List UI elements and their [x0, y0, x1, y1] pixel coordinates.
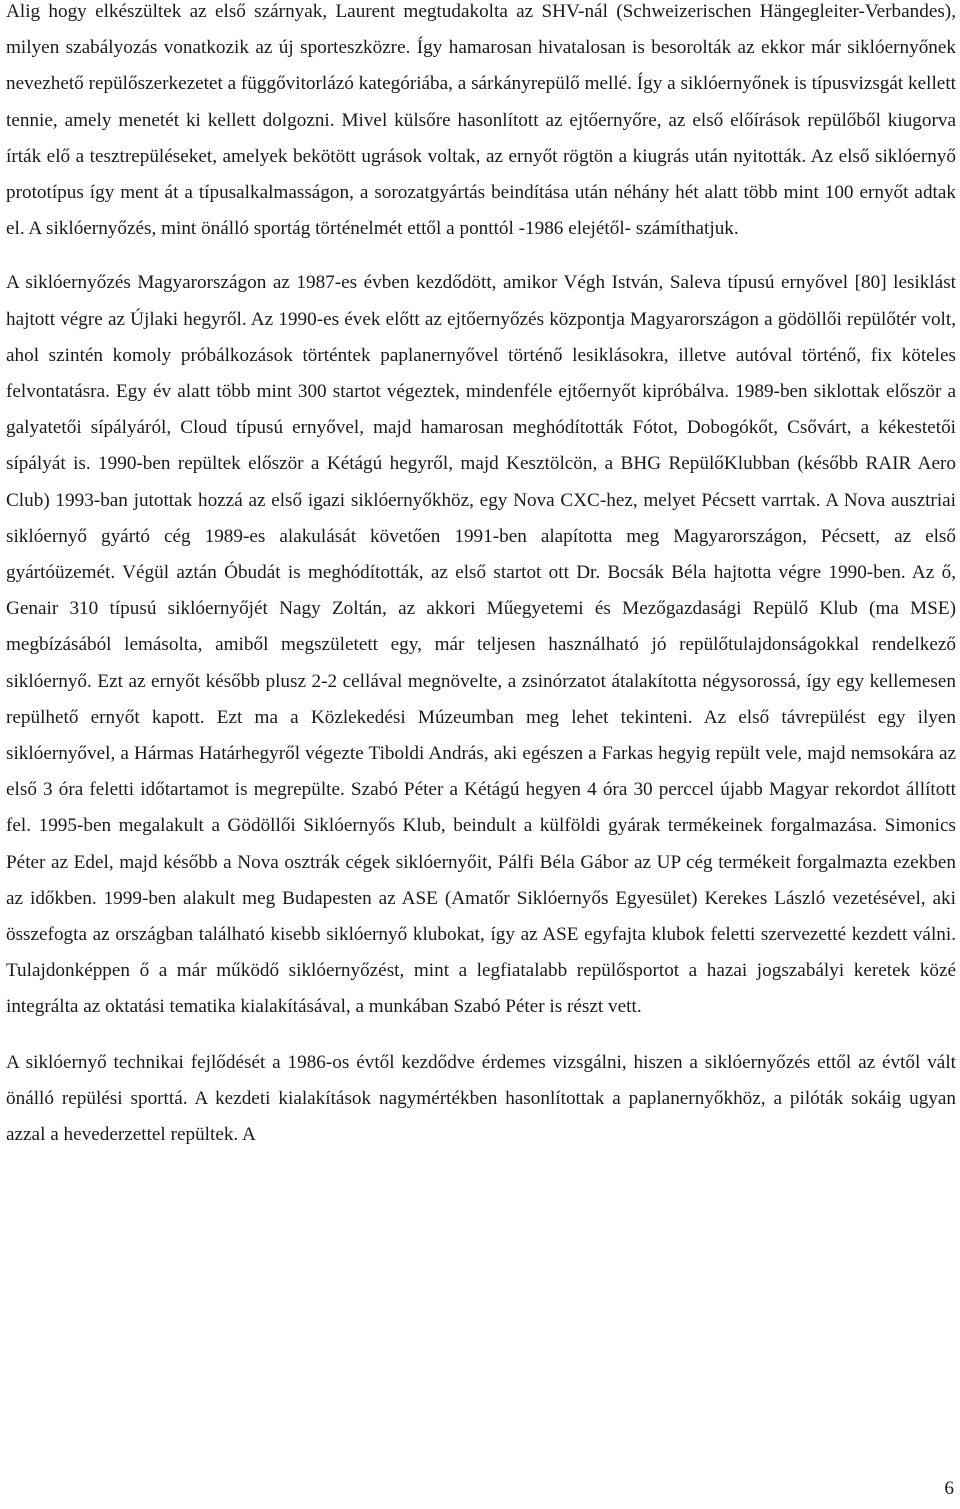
page-number: 6: [944, 1478, 954, 1499]
paragraph-3: A siklóernyő technikai fejlődését a 1986-os évtől kezdődve érdemes vizsgálni, hiszen a siklóernyőzés ettől az évtől vált önálló repülési sporttá. A kezdeti kialakítások nagymértékben hasonlítottak a paplanernyőkhöz, a pilóták sokáig ugyan azzal a hevederzettel repültek. A: [6, 1051, 956, 1146]
document-page: [6, 0, 956, 1153]
paragraph-1: Alig hogy elkészültek az első szárnyak, Laurent megtudakolta az SHV-nál (Schweizerischen Hängegleiter-Verbandes), milyen szabályozás vonatkozik az új sporteszközre. Így hamarosan hivatalosan is besorolták az ekkor már siklóernyőnek nevezhető repülőszerkezetet a függővitorlázó kategóriába, a sárkányrepülő mellé. Így a siklóernyőnek is típusvizsgát kellett tennie, amely menetét ki kellett dolgozni. Mivel külsőre hasonlított az ejtőernyőre, az első előírások repülőből kiugorva írták elő a tesztrepüléseket, amelyek bekötött ugrások voltak, az ernyőt rögtön a kiugrás után nyitották. Az első siklóernyő prototípus így ment át a típusalkalmasságon, a sorozatgyártás beindítása után néhány hét alatt több mint 100 ernyőt adtak el. A siklóernyőzés, mint önálló sportág történelmét ettől a ponttól -1986 elejétől- számíthatjuk.: [6, 1, 956, 240]
paragraph-2: A siklóernyőzés Magyarországon az 1987-es évben kezdődött, amikor Végh István, Saleva típusú ernyővel [80] lesiklást hajtott végre az Újlaki hegyről. Az 1990-es évek előtt az ejtőernyőzés központja Magyarországon a gödöllői repülőtér volt, ahol szintén komoly próbálkozások történtek paplanernyővel történő lesiklásokra, illetve autóval történő, fix köteles felvontatásra. Egy év alatt több mint 300 startot végeztek, mindenféle ejtőernyőt kipróbálva. 1989-ben siklottak először a galyatetői sípályáról, Cloud típusú ernyővel, majd hamarosan meghódították Fótot, Dobogókőt, Csővárt, a kékestetői sípályát is. 1990-ben repültek először a Kétágú hegyről, majd Kesztölcön, a BHG RepülőKlubban (később RAIR Aero Club) 1993-ban jutottak hozzá az első igazi siklóernyőkhöz, egy Nova CXC-hez, melyet Pécsett varrtak. A Nova ausztriai siklóernyő gyártó cég 1989-es alakulását követően 1991-ben alapította meg Magyarországon, Pécsett, az első gyártóüzemét. Végül aztán Óbudát is meghódították, az első startot ott Dr. Bocsák Béla hajtotta végre 1990-ben. Az ő, Genair 310 típusú siklóernyőjét Nagy Zoltán, az akkori Műegyetemi és Mezőgazdasági Repülő Klub (ma MSE) megbízásából lemásolta, amiből megszületett egy, már teljesen használható jó repülőtulajdonságokkal rendelkező siklóernyő. Ezt az ernyőt később plusz 2-2 cellával megnövelte, a zsinórzatot átalakította négysorossá, így egy kellemesen repülhető ernyőt kapott. Ezt ma a Közlekedési Múzeumban meg lehet tekinteni. Az első távrepülést egy ilyen siklóernyővel, a Hármas Határhegyről végezte Tiboldi András, aki egészen a Farkas hegyig repült vele, majd nemsokára az első 3 óra feletti időtartamot is megrepülte. Szabó Péter a Kétágú hegyen 4 óra 30 perccel újabb Magyar rekordot állított fel. 1995-ben megalakult a Gödöllői Siklóernyős Klub, beindult a külföldi gyárak termékeinek forgalmazása. Simonics Péter az Edel, majd később a Nova osztrák cégek siklóernyőit, Pálfi Béla Gábor az UP cég termékeit forgalmazta ezekben az időkben. 1999-ben alakult meg Budapesten az ASE (Amatőr Siklóernyős Egyesület) Kerekes László vezetésével, aki összefogta az országban található kisebb siklóernyő klubokat, így az ASE egyfajta klubok feletti szervezetté kezdett válni. Tulajdonképpen ő a már működő siklóernyőzést, mint a legfiatalabb repülősportot a hazai jogszabályi keretek közé integrálta az oktatási tematika kialakításával, a munkában Szabó Péter is részt vett.: [6, 272, 956, 1018]
